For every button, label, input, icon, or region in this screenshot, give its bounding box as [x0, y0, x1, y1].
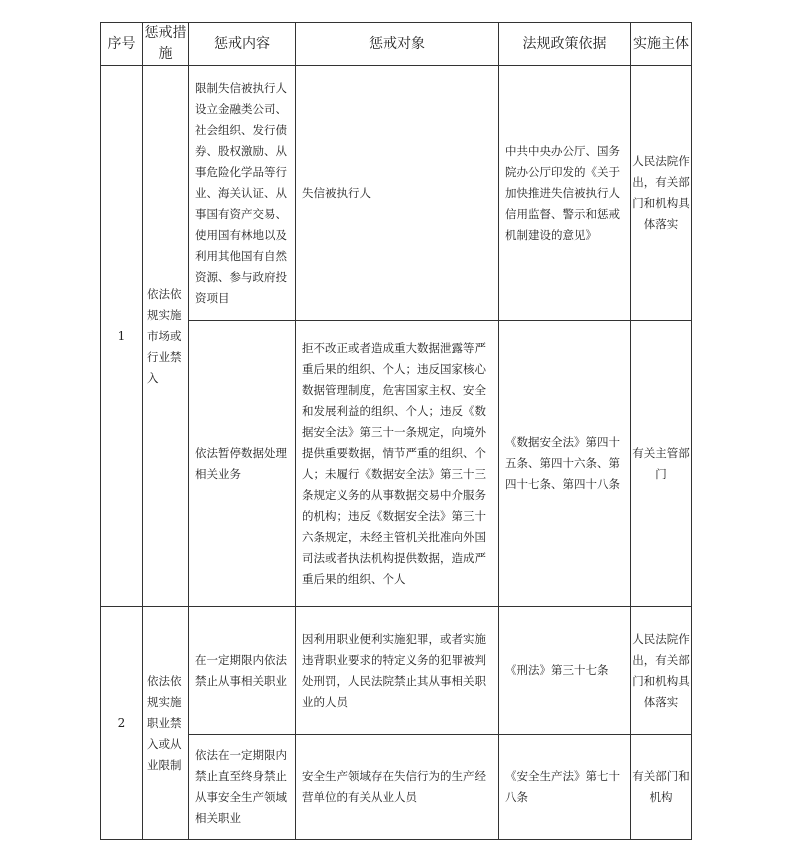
- policy-basis: 《安全生产法》第七十八条: [499, 735, 631, 840]
- executor: 有关部门和机构: [631, 735, 692, 840]
- punish-content: 限制失信被执行人设立金融类公司、社会组织、发行债券、股权激励、从事危险化学品等行业、海关认证、从事国有资产交易、使用国有林地以及利用其他国有自然资源、参与政府投资项目: [189, 66, 296, 321]
- table-row: [101, 735, 692, 840]
- header-target: 惩戒对象: [296, 23, 499, 66]
- header-measure: 惩戒措施: [143, 23, 189, 66]
- executor: 人民法院作出，有关部门和机构具体落实: [631, 607, 692, 735]
- table-row: [101, 321, 692, 607]
- row-measure: 依法依规实施市场或行业禁入: [143, 66, 189, 607]
- policy-basis: 中共中央办公厅、国务院办公厅印发的《关于加快推进失信被执行人信用监督、警示和惩戒机制建设的意见》: [499, 66, 631, 321]
- punish-content: 依法暂停数据处理相关业务: [189, 321, 296, 607]
- punish-content: 在一定期限内依法禁止从事相关职业: [189, 607, 296, 735]
- punishment-table: [100, 22, 692, 840]
- punish-target: 失信被执行人: [296, 66, 499, 321]
- table-row: [101, 66, 692, 321]
- header-seq: 序号: [101, 23, 143, 66]
- executor: 有关主管部门: [631, 321, 692, 607]
- executor: 人民法院作出，有关部门和机构具体落实: [631, 66, 692, 321]
- policy-basis: 《刑法》第三十七条: [499, 607, 631, 735]
- table-header-row: [101, 23, 692, 66]
- header-executor: 实施主体: [631, 23, 692, 66]
- punish-target: 因利用职业便利实施犯罪，或者实施违背职业要求的特定义务的犯罪被判处刑罚，人民法院禁止其从事相关职业的人员: [296, 607, 499, 735]
- table-row: [101, 607, 692, 735]
- punish-target: 安全生产领域存在失信行为的生产经营单位的有关从业人员: [296, 735, 499, 840]
- row-measure: 依法依规实施职业禁入或从业限制: [143, 607, 189, 840]
- punish-content: 依法在一定期限内禁止直至终身禁止从事安全生产领域相关职业: [189, 735, 296, 840]
- policy-basis: 《数据安全法》第四十五条、第四十六条、第四十七条、第四十八条: [499, 321, 631, 607]
- row-seq: 2: [101, 607, 143, 840]
- row-seq: 1: [101, 66, 143, 607]
- punish-target: 拒不改正或者造成重大数据泄露等严重后果的组织、个人；违反国家核心数据管理制度，危害国家主权、安全和发展利益的组织、个人；违反《数据安全法》第三十一条规定，向境外提供重要数据，情节严重的组织、个人；未履行《数据安全法》第三十三条规定义务的从事数据交易中介服务的机构；违反《数据安全法》第三十六条规定，未经主管机关批准向外国司法或者执法机构提供数据，造成严重后果的组织、个人: [296, 321, 499, 607]
- header-content: 惩戒内容: [189, 23, 296, 66]
- header-basis: 法规政策依据: [499, 23, 631, 66]
